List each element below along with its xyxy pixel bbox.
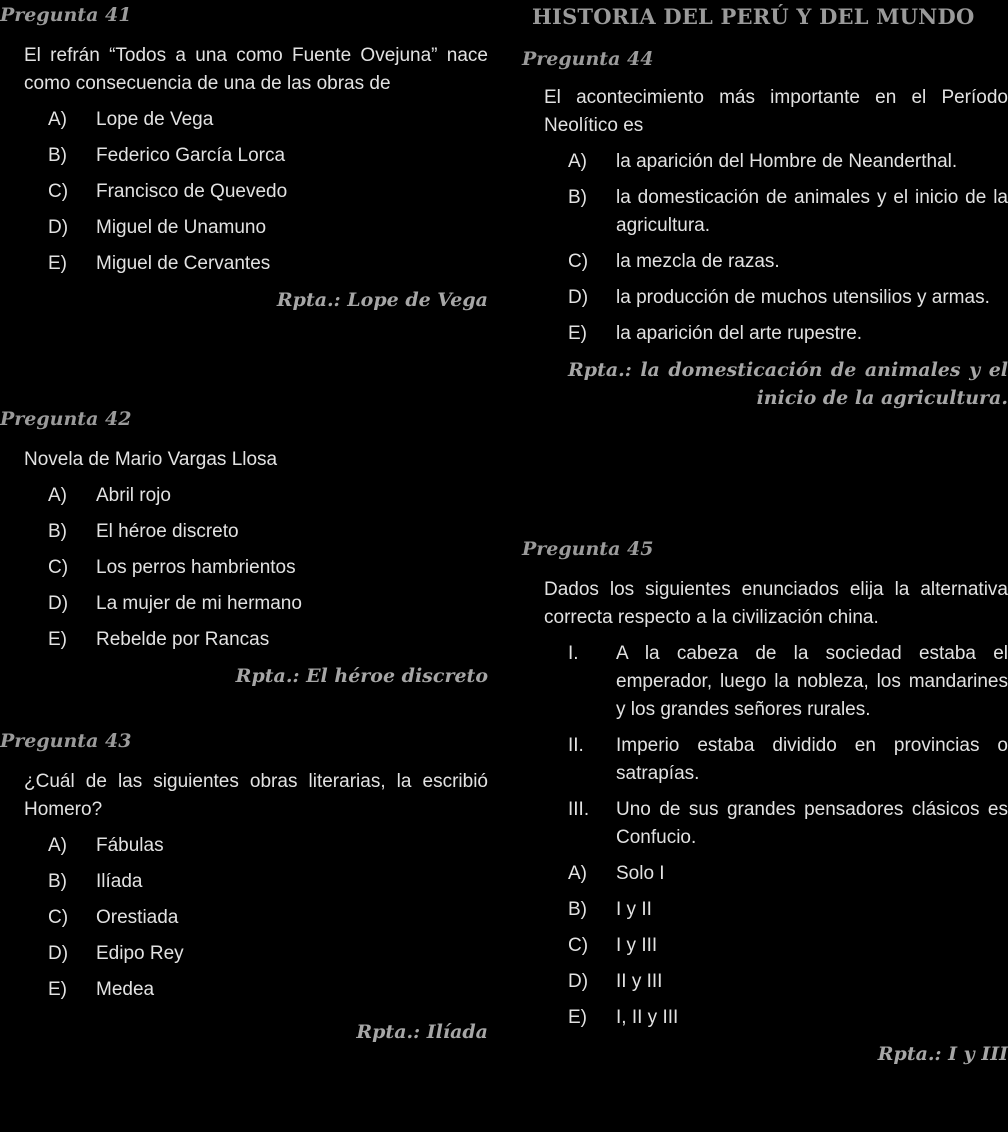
option-b[interactable]: B) Ilíada <box>48 871 143 892</box>
option-d[interactable]: D) Miguel de Unamuno <box>48 217 267 238</box>
answer: Rpta.: Ilíada <box>356 1021 488 1043</box>
option-b[interactable]: B) I y II <box>568 899 652 920</box>
option-a[interactable]: A) Fábulas <box>48 835 164 856</box>
option-c[interactable]: C) Orestiada <box>48 907 179 928</box>
option-b[interactable]: B) la domesticación de animales y el inicio de la agricultura. <box>568 187 1008 236</box>
option-list <box>522 860 1008 1032</box>
question-heading: Pregunta 43 <box>0 730 132 752</box>
question-heading: Pregunta 45 <box>522 538 654 560</box>
section-title: HISTORIA DEL PERÚ Y DEL MUNDO <box>532 4 975 29</box>
option-list <box>522 148 1008 348</box>
statement-ii: II. Imperio estaba dividido en provincias o satrapías. <box>568 735 1008 784</box>
option-c[interactable]: C) I y III <box>568 935 658 956</box>
question-44 <box>522 48 1008 412</box>
question-stem: Dados los siguientes enunciados elija la alternativa correcta respecto a la civilización china. <box>544 579 1008 628</box>
question-heading: Pregunta 42 <box>0 408 132 430</box>
question-45 <box>522 538 1008 1068</box>
question-43 <box>0 730 488 1046</box>
question-41 <box>0 4 488 314</box>
option-a[interactable]: A) Abril rojo <box>48 485 171 506</box>
question-stem: El acontecimiento más importante en el Período Neolítico es <box>544 87 1008 136</box>
answer: Rpta.: Lope de Vega <box>276 289 488 311</box>
option-a[interactable]: A) la aparición del Hombre de Neanderthal. <box>568 151 958 172</box>
answer: Rpta.: la domesticación de animales y el inicio de la agricultura. <box>568 359 1008 409</box>
option-a[interactable]: A) Solo I <box>568 863 665 884</box>
option-e[interactable]: E) Rebelde por Rancas <box>48 629 270 650</box>
option-e[interactable]: E) I, II y III <box>568 1007 679 1028</box>
option-c[interactable]: C) Los perros hambrientos <box>48 557 296 578</box>
question-stem: El refrán “Todos a una como Fuente Ovejuna” nace como consecuencia de una de las obras de <box>24 45 488 94</box>
question-heading: Pregunta 44 <box>522 48 654 70</box>
option-d[interactable]: D) La mujer de mi hermano <box>48 593 302 614</box>
option-b[interactable]: B) Federico García Lorca <box>48 145 286 166</box>
option-d[interactable]: D) II y III <box>568 971 663 992</box>
answer: Rpta.: El héroe discreto <box>235 665 488 687</box>
question-42 <box>0 408 488 690</box>
option-e[interactable]: E) Miguel de Cervantes <box>48 253 271 274</box>
option-c[interactable]: C) la mezcla de razas. <box>568 251 780 272</box>
option-e[interactable]: E) Medea <box>48 979 155 1000</box>
statement-list <box>522 640 1008 852</box>
option-d[interactable]: D) Edipo Rey <box>48 943 184 964</box>
option-list <box>0 482 488 654</box>
question-stem: ¿Cuál de las siguientes obras literarias, la escribió Homero? <box>24 771 488 820</box>
option-list <box>0 832 488 1004</box>
question-heading: Pregunta 41 <box>0 4 132 26</box>
option-c[interactable]: C) Francisco de Quevedo <box>48 181 288 202</box>
option-b[interactable]: B) El héroe discreto <box>48 521 239 542</box>
question-stem: Novela de Mario Vargas Llosa <box>24 449 278 470</box>
option-e[interactable]: E) la aparición del arte rupestre. <box>568 323 863 344</box>
answer: Rpta.: I y III <box>877 1043 1008 1065</box>
statement-iii: III. Uno de sus grandes pensadores clásicos es Confucio. <box>568 799 1008 848</box>
option-list <box>0 106 488 278</box>
option-d[interactable]: D) la producción de muchos utensilios y armas. <box>568 287 990 308</box>
statement-i: I. A la cabeza de la sociedad estaba el emperador, luego la nobleza, los mandarines y los grandes señores rurales. <box>568 643 1008 720</box>
option-a[interactable]: A) Lope de Vega <box>48 109 214 130</box>
